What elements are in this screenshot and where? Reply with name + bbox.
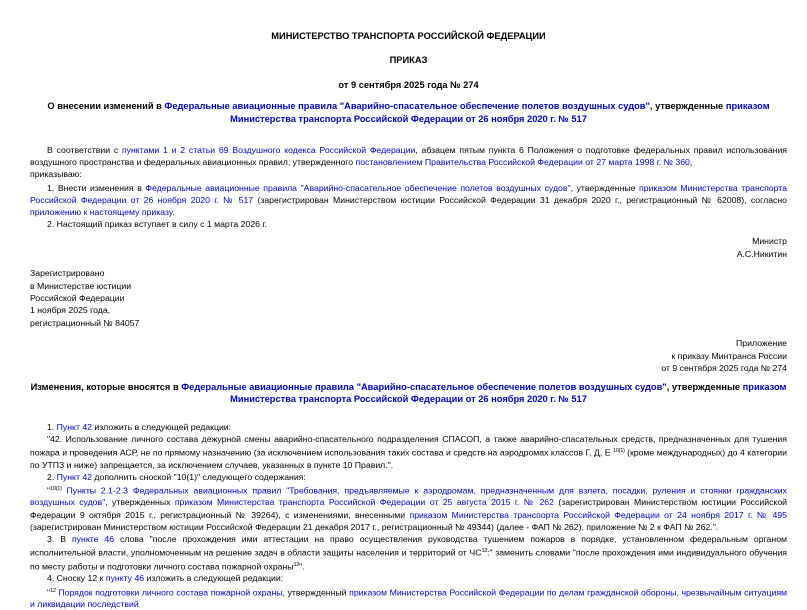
document-link[interactable]: пунктами 1 и 2 статьи 69 Воздушного кодекса Российской Федерации bbox=[121, 145, 416, 156]
doc-date-number bbox=[30, 79, 787, 91]
text-run: , bbox=[689, 157, 693, 168]
footnote-marker: 10(1) bbox=[50, 485, 62, 492]
amendment-item-2 bbox=[30, 471, 787, 483]
registration-line bbox=[30, 292, 787, 304]
text-run: 1 ноября 2025 года, bbox=[30, 305, 111, 316]
text-run: 3. В bbox=[47, 533, 72, 544]
document-link[interactable]: приказом Министерства Российской Федерации по делам гражданской обороны, чрезвычайным ситуациям и ликвидации последствий bbox=[30, 587, 788, 610]
document-link[interactable]: приказом Министерства транспорта Российской Федерации от 26 ноября 2020 г. № 517 bbox=[230, 381, 787, 405]
text-run: 2. bbox=[47, 471, 57, 482]
registration-line bbox=[30, 280, 787, 292]
text-run: " bbox=[47, 485, 51, 496]
text-run: от 9 сентября 2025 года № 274 bbox=[338, 79, 479, 90]
text-run: слова "после прохождения ими аттестации на право осуществления руководства тушением пожаров в порядке, установленном федеральным органом исполнительной власти, уполномоченным на решение задач в области защиты населения и территорий от ЧС bbox=[30, 533, 787, 558]
text-run: от 9 сентября 2025 года № 274 bbox=[661, 363, 787, 374]
order-item-2 bbox=[30, 218, 787, 230]
document-link[interactable]: Пункты 2.1-2.3 Федеральных авиационных правил "Требования, предъявляемые к аэродромам, предназначенным для взлета, посадки, руления и стоянки гражданских воздушных судов" bbox=[30, 485, 787, 508]
text-run: дополнить сноской "10(1)" следующего содержания: bbox=[92, 471, 306, 482]
document-link[interactable]: Пункт 42 bbox=[56, 421, 93, 432]
ministry-title bbox=[30, 30, 787, 42]
appendix-label bbox=[30, 362, 787, 375]
text-run: О внесении изменений в bbox=[47, 101, 165, 112]
appendix-label bbox=[30, 337, 787, 350]
document-link[interactable]: Федеральные авиационные правила "Аварийно-спасательное обеспечение полетов воздушных судов" bbox=[145, 182, 571, 193]
document-link[interactable]: Федеральные авиационные правила "Аварийно-спасательное обеспечение полетов воздушных судов" bbox=[181, 381, 667, 392]
document-link[interactable]: постановлением Правительства Российской Федерации от 27 марта 1998 г. № 360 bbox=[355, 157, 690, 168]
text-run: Зарегистрировано bbox=[30, 268, 105, 279]
registration-line bbox=[30, 267, 787, 279]
text-run: 1. bbox=[47, 421, 57, 432]
document-link[interactable]: приказом Министерства транспорта Российской Федерации от 26 ноября 2020 г. № 517 bbox=[30, 182, 787, 205]
text-run: (кроме международных) до 4 категории по УТПЗ и ниже) запрещается, за исключением случаев, указанных в пункте 10 Правил.". bbox=[30, 447, 787, 470]
footnote-marker: 12 bbox=[50, 587, 56, 594]
text-run: в Министерстве юстиции bbox=[30, 280, 132, 291]
amendment-item-4 bbox=[30, 572, 787, 584]
text-run: (зарегистрирован Министерством юстиции Российской Федерации 21 декабря 2017 г., регистрационный № 49344) (далее - ФАП № 262), приложение № 2 к ФАП № 262.". bbox=[30, 521, 719, 532]
document-link[interactable]: пункту 46 bbox=[105, 573, 145, 584]
appendix-title bbox=[30, 381, 787, 406]
text-run: " bbox=[47, 587, 51, 598]
footnote-marker: 12 bbox=[481, 548, 488, 555]
text-run: , утвержденные bbox=[666, 381, 743, 392]
text-run: регистрационный № 84057 bbox=[30, 317, 140, 328]
prikazivayu-line bbox=[30, 168, 787, 180]
appendix-label bbox=[30, 350, 787, 363]
order-item-1 bbox=[30, 182, 787, 218]
amendment-footnote-10-1 bbox=[30, 483, 787, 533]
registration-line bbox=[30, 317, 787, 329]
text-run: А.С.Никитин bbox=[736, 248, 787, 259]
text-run: "42. Использование личного состава дежурной смены аварийно-спасательного подразделения СПАСОП, а также аварийно-спасательных средств, предназначенных для тушения пожара и проведения АСР, не по прямому назначению (за исключением использования таких состава и средств на аэродромах классов Г, Д, Е bbox=[30, 433, 787, 458]
text-run: , утвержденные bbox=[649, 101, 726, 112]
text-run: 1. Внести изменения в bbox=[47, 182, 146, 193]
text-run: 2. Настоящий приказ вступает в силу с 1 марта 2026 г. bbox=[47, 219, 267, 230]
signature-post bbox=[30, 235, 787, 248]
text-run: приказываю: bbox=[30, 169, 82, 180]
text-run: Изменения, которые вносятся в bbox=[30, 381, 182, 392]
text-run: Министр bbox=[752, 236, 787, 247]
amendment-item-1 bbox=[30, 421, 787, 433]
text-run: к приказу Минтранса России bbox=[671, 350, 787, 361]
document-link[interactable]: приказом Министерства транспорта Российской Федерации от 26 ноября 2020 г. № 517 bbox=[230, 101, 770, 124]
text-run: изложить в следующей редакции: bbox=[144, 573, 284, 584]
text-run: ПРИКАЗ bbox=[389, 55, 428, 66]
text-run: изложить в следующей редакции: bbox=[92, 421, 232, 432]
text-run: В соответствии с bbox=[47, 145, 122, 156]
text-run: , утвержденные bbox=[570, 182, 640, 193]
footnote-marker: 12 bbox=[293, 561, 300, 568]
amendment-footnote-12 bbox=[30, 585, 787, 610]
document-link[interactable]: приказом Министерства транспорта Российской Федерации от 25 августа 2015 г. № 262 bbox=[174, 497, 554, 508]
document-link[interactable]: приложению к настоящему приказу bbox=[30, 206, 173, 217]
document-link[interactable]: Федеральные авиационные правила "Аварийно-спасательное обеспечение полетов воздушных судов" bbox=[164, 101, 650, 112]
signature-name bbox=[30, 248, 787, 261]
amendment-item-3 bbox=[30, 533, 787, 572]
text-run: Приложение bbox=[736, 337, 787, 348]
text-run: . bbox=[172, 206, 175, 217]
text-run: Российской Федерации bbox=[30, 293, 125, 304]
document-link[interactable]: приказом Министерства транспорта Российской Федерации от 24 ноября 2017 г. № 495 bbox=[409, 509, 788, 520]
text-run: (зарегистрирован Министерством юстиции Российской Федерации 9 октября 2015 г., регистрационный № 39264), с изменениями, внесенными bbox=[30, 497, 787, 520]
text-run: МИНИСТЕРСТВО ТРАНСПОРТА РОССИЙСКОЙ ФЕДЕРАЦИИ bbox=[271, 31, 546, 41]
doc-title bbox=[30, 100, 787, 125]
amendment-quote-42 bbox=[30, 433, 787, 471]
text-run: 4. Сноску 12 к bbox=[47, 573, 106, 584]
registration-line bbox=[30, 304, 787, 316]
document-link[interactable]: пункте 46 bbox=[71, 533, 115, 544]
document-link[interactable]: Порядок подготовки личного состава пожарной охраны bbox=[58, 587, 283, 598]
document-link[interactable]: Пункт 42 bbox=[56, 471, 93, 482]
text-run: , утвержденный bbox=[282, 587, 350, 598]
text-run: (зарегистрирован Министерством юстиции Российской Федерации 31 декабря 2020 г., регистрационный № 62008), согласно bbox=[253, 194, 787, 205]
preamble bbox=[30, 144, 787, 168]
text-run: ". bbox=[299, 561, 305, 572]
footnote-marker: 10(1) bbox=[613, 447, 625, 454]
doc-type bbox=[30, 54, 787, 66]
document-body bbox=[30, 30, 787, 610]
text-run: :" заменить словами "после прохождения ими индивидуального обучения по месту работы и подготовки личного состава пожарной охраны bbox=[30, 547, 788, 572]
text-run: , утвержденных bbox=[105, 497, 175, 508]
text-run: , абзацем пятым пункта 6 Положения о подготовке федеральных правил использования воздушного пространства и федеральных авиационных правил, утвержденного bbox=[30, 145, 787, 168]
